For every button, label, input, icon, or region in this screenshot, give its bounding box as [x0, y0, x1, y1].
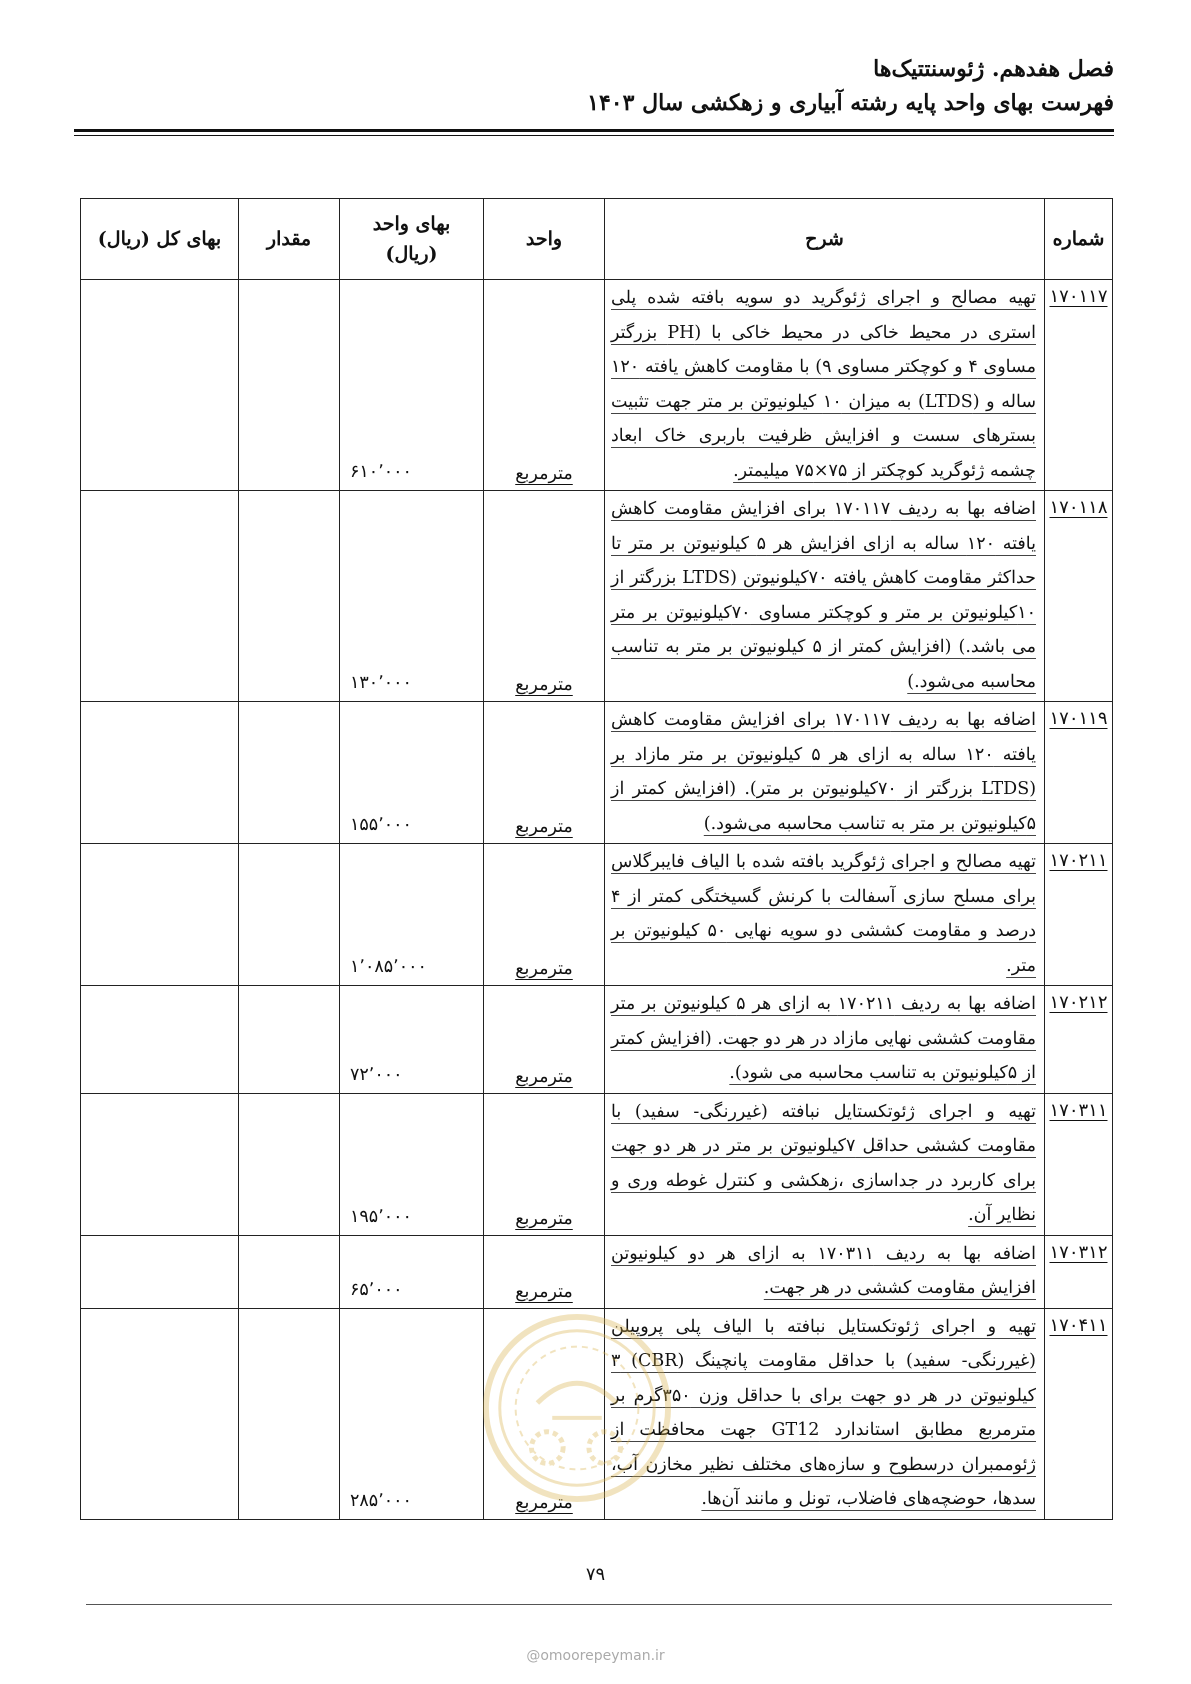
item-unit-price: ۱۹۵٬۰۰۰ — [340, 1093, 484, 1235]
item-unit: مترمربع — [484, 986, 605, 1094]
table-row — [81, 1235, 1113, 1308]
item-quantity — [239, 491, 340, 702]
header-divider-thin — [74, 135, 1114, 136]
item-number: ۱۷۰۳۱۲ — [1045, 1235, 1113, 1308]
item-quantity — [239, 844, 340, 986]
item-description: تهیه مصالح و اجرای ژئوگرید بافته شده با الیاف فایبرگلاس برای مسلح سازی آسفالت با کرنش گسیختگی کمتر از ۴ درصد و مقاومت کششی دو سویه نهایی ۵۰ کیلونیوتن بر متر. — [605, 844, 1045, 986]
item-description: تهیه مصالح و اجرای ژئوگرید دو سویه بافته شده پلی استری در محیط خاکی در محیط خاکی با (PH بزرگتر مساوی ۴ و کوچکتر مساوی ۹) با مقاومت کاهش یافته ۱۲۰ ساله و (LTDS) به میزان ۱۰ کیلونیوتن بر متر جهت تثبیت بسترهای سست و افزایش ظرفیت باربری خاک ابعاد چشمه ژئوگرید کوچکتر از ۷۵×۷۵ میلیمتر. — [605, 280, 1045, 491]
item-total — [81, 1235, 239, 1308]
header-description: شرح — [605, 199, 1045, 280]
watermark-text: @omoorepeyman.ir — [526, 1648, 665, 1664]
item-description: اضافه بها به ردیف ۱۷۰۱۱۷ برای افزایش مقاومت کاهش یافته ۱۲۰ ساله به ازای هر ۵ کیلونیوتن بر متر مازاد بر (LTDS بزرگتر از ۷۰کیلونیوتن بر متر). (افزایش کمتر از ۵کیلونیوتن بر متر به تناسب محاسبه می‌شود.) — [605, 702, 1045, 844]
item-quantity — [239, 280, 340, 491]
item-unit-price: ۶۱۰٬۰۰۰ — [340, 280, 484, 491]
header-unit: واحد — [484, 199, 605, 280]
item-unit-price: ۶۵٬۰۰۰ — [340, 1235, 484, 1308]
item-number: ۱۷۰۴۱۱ — [1045, 1308, 1113, 1519]
item-description: تهیه و اجرای ژئوتکستایل نبافته (غیررنگی- سفید) با مقاومت کششی حداقل ۷کیلونیوتن بر متر در هر دو جهت برای کاربرد در جداسازی ،زهکشی و کنترل غوطه وری و نظایر آن. — [605, 1093, 1045, 1235]
item-total — [81, 986, 239, 1094]
item-unit: مترمربع — [484, 1308, 605, 1519]
table-row — [81, 491, 1113, 702]
item-total — [81, 1308, 239, 1519]
item-unit: مترمربع — [484, 280, 605, 491]
header-number: شماره — [1045, 199, 1113, 280]
page-number: ۷۹ — [585, 1564, 606, 1585]
header-unit-price: بهای واحد (ریال) — [340, 199, 484, 280]
item-total — [81, 1093, 239, 1235]
table-row — [81, 986, 1113, 1094]
item-description: اضافه بها به ردیف ۱۷۰۳۱۱ به ازای هر دو کیلونیوتن افزایش مقاومت کششی در هر جهت. — [605, 1235, 1045, 1308]
item-unit-price: ۱۵۵٬۰۰۰ — [340, 702, 484, 844]
chapter-title: فصل هفدهم. ژئوسنتتیک‌ها — [873, 56, 1114, 82]
table-header-row — [81, 199, 1113, 280]
table-row — [81, 1093, 1113, 1235]
item-total — [81, 844, 239, 986]
item-number: ۱۷۰۱۱۸ — [1045, 491, 1113, 702]
item-unit: مترمربع — [484, 844, 605, 986]
item-number: ۱۷۰۱۱۹ — [1045, 702, 1113, 844]
item-number: ۱۷۰۲۱۱ — [1045, 844, 1113, 986]
item-unit-price: ۱٬۰۸۵٬۰۰۰ — [340, 844, 484, 986]
item-unit-price: ۲۸۵٬۰۰۰ — [340, 1308, 484, 1519]
header-divider-thick — [74, 129, 1114, 132]
header-total: بهای کل (ریال) — [81, 199, 239, 280]
item-quantity — [239, 986, 340, 1094]
table-row — [81, 1308, 1113, 1519]
page-header — [74, 52, 1114, 120]
item-unit: مترمربع — [484, 1093, 605, 1235]
item-unit: مترمربع — [484, 491, 605, 702]
item-quantity — [239, 1093, 340, 1235]
document-title: فهرست بهای واحد پایه رشته آبیاری و زهکشی سال ۱۴۰۳ — [587, 90, 1114, 116]
item-total — [81, 491, 239, 702]
price-list-table — [80, 198, 1113, 1520]
item-quantity — [239, 1308, 340, 1519]
item-total — [81, 280, 239, 491]
item-number: ۱۷۰۱۱۷ — [1045, 280, 1113, 491]
footer-divider — [86, 1604, 1112, 1605]
table-row — [81, 844, 1113, 986]
item-description: تهیه و اجرای ژئوتکستایل نبافته با الیاف پلی پروپیلن (غیررنگی- سفید) با حداقل مقاومت پانچینگ (CBR) ۳ کیلونیوتن در هر دو جهت برای با حداقل وزن ۳۵۰گرم بر مترمربع مطابق استاندارد GT12 جهت محافظت از ژئوممبران درسطوح و سازه‌های مختلف نظیر مخازن آب، سدها، حوضچه‌های فاضلاب، تونل و مانند آن‌ها. — [605, 1308, 1045, 1519]
item-unit: مترمربع — [484, 702, 605, 844]
item-unit: مترمربع — [484, 1235, 605, 1308]
item-quantity — [239, 1235, 340, 1308]
item-unit-price: ۱۳۰٬۰۰۰ — [340, 491, 484, 702]
table-row — [81, 702, 1113, 844]
item-unit-price: ۷۲٬۰۰۰ — [340, 986, 484, 1094]
item-description: اضافه بها به ردیف ۱۷۰۱۱۷ برای افزایش مقاومت کاهش یافته ۱۲۰ ساله به ازای افزایش هر ۵ کیلونیوتن بر متر تا حداکثر مقاومت کاهش یافته ۷۰کیلونیوتن (LTDS بزرگتر از ۱۰کیلونیوتن بر متر و کوچکتر مساوی ۷۰کیلونیوتن بر متر می باشد.) (افزایش کمتر از ۵ کیلونیوتن بر متر به تناسب محاسبه می‌شود.) — [605, 491, 1045, 702]
item-number: ۱۷۰۳۱۱ — [1045, 1093, 1113, 1235]
item-quantity — [239, 702, 340, 844]
table-row — [81, 280, 1113, 491]
item-number: ۱۷۰۲۱۲ — [1045, 986, 1113, 1094]
item-total — [81, 702, 239, 844]
header-quantity: مقدار — [239, 199, 340, 280]
item-description: اضافه بها به ردیف ۱۷۰۲۱۱ به ازای هر ۵ کیلونیوتن بر متر مقاومت کششی نهایی مازاد در هر دو جهت. (افزایش کمتر از ۵کیلونیوتن به تناسب محاسبه می شود). — [605, 986, 1045, 1094]
